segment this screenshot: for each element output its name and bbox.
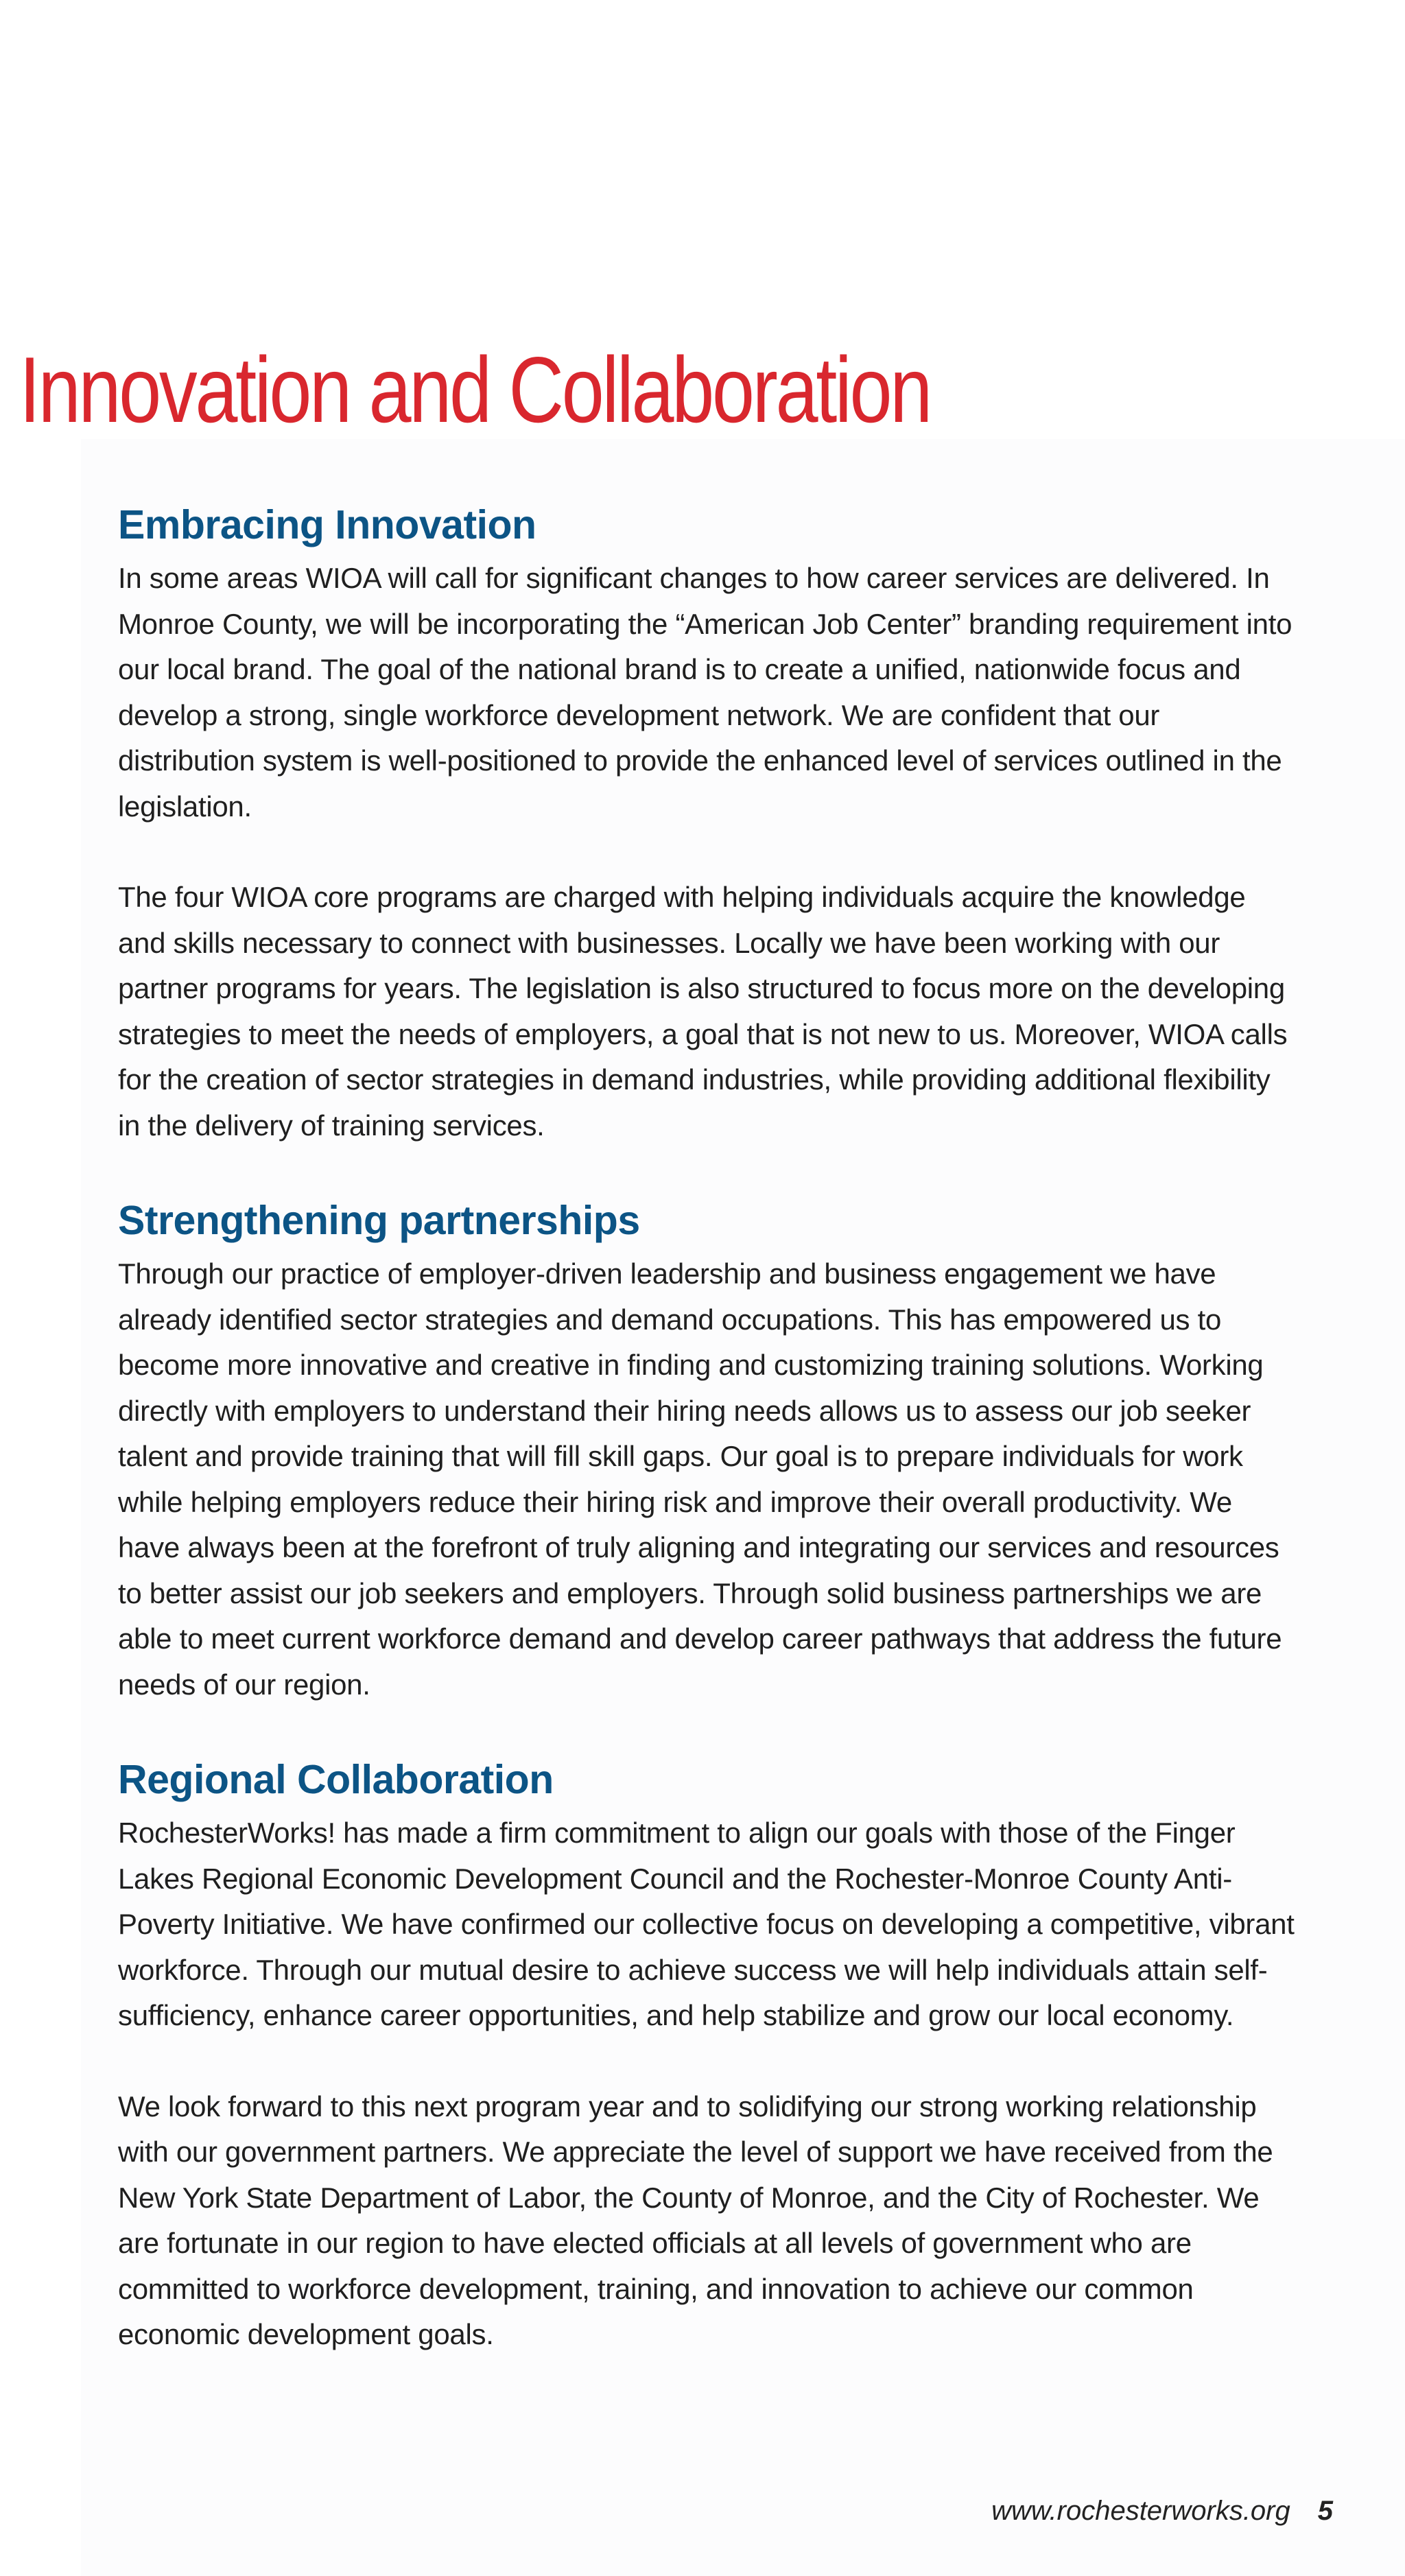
paragraph: Through our practice of employer-driven leadership and business engagement we have already identified sector strategies and demand occupations. This has empowered us to become more innovative and creative in finding and customizing training solutions. Working directly with employers to understand their hiring needs allows us to assess our job seeker talent and provide training that will fill skill gaps. Our goal is to prepare individuals for work while helping employers reduce their hiring risk and improve their overall productivity. We have always been at the forefront of truly aligning and integrating our services and resources to better assist our job seekers and employers. Through solid business partnerships we are able to meet current workforce demand and develop career pathways that address the future needs of our region. — [118, 1257, 1282, 1701]
page-number: 5 — [1317, 2496, 1333, 2526]
section-heading: Strengthening partnerships — [118, 1198, 640, 1243]
footer-url: www.rochesterworks.org — [991, 2496, 1290, 2526]
paragraph: We look forward to this next program year and to solidifying our strong working relationship with our government partners. We appreciate the level of support we have received from the New York State Department of Labor, the County of Monroe, and the City of Rochester. We are fortunate in our region to have elected officials at all levels of government who are committed to workforce development, training, and innovation to achieve our common economic development goals. — [118, 2090, 1273, 2350]
page-footer — [991, 2490, 1333, 2531]
section-embracing-innovation — [118, 494, 1298, 1148]
paragraph: The four WIOA core programs are charged with helping individuals acquire the knowledge and skills necessary to connect with businesses. Locally we have been working with our partner programs for years. The legislation is also structured to focus more on the developing strategies to meet the needs of employers, a goal that is not new to us. Moreover, WIOA calls for the creation of sector strategies in demand industries, while providing additional flexibility in the delivery of training services. — [118, 881, 1288, 1142]
section-regional-collaboration — [118, 1749, 1298, 2358]
paragraph: RochesterWorks! has made a firm commitment to align our goals with those of the Finger Lakes Regional Economic Development Council and the Rochester-Monroe County Anti-Poverty Initiative. We have confirmed our collective focus on developing a competitive, vibrant workforce. Through our mutual desire to achieve success we will help individuals attain self-sufficiency, enhance career opportunities, and help stabilize and grow our local economy. — [118, 1817, 1295, 2031]
section-heading: Regional Collaboration — [118, 1757, 554, 1802]
section-heading: Embracing Innovation — [118, 502, 536, 547]
page-title: Innovation and Collaboration — [19, 338, 930, 442]
section-strengthening-partnerships — [118, 1190, 1298, 1708]
main-content — [118, 494, 1298, 2358]
paragraph: In some areas WIOA will call for significant changes to how career services are delivered. In Monroe County, we will be incorporating the “American Job Center” branding requirement into our local brand. The goal of the national brand is to create a unified, nationwide focus and develop a strong, single workforce development network. We are confident that our distribution system is well-positioned to provide the enhanced level of services outlined in the legislation. — [118, 562, 1292, 823]
